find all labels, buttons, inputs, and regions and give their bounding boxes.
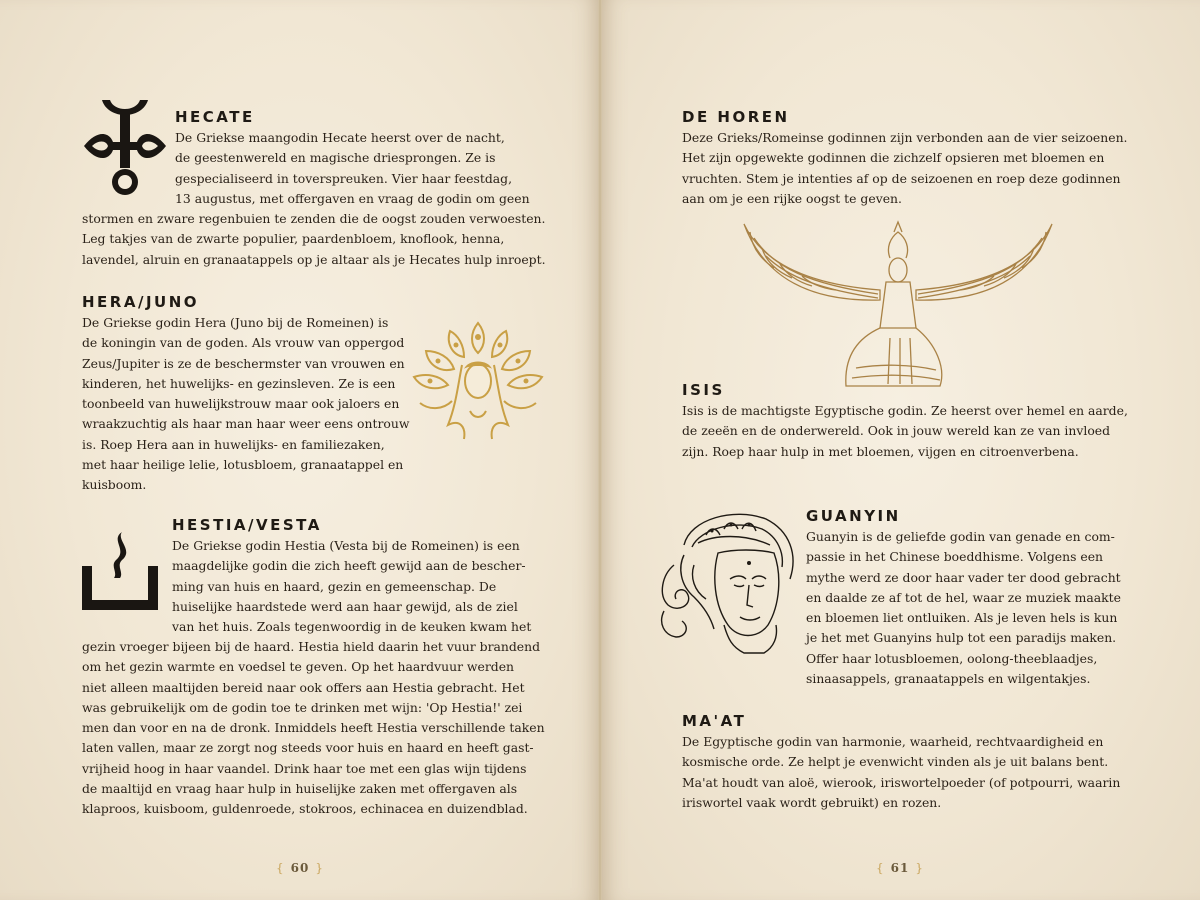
hecate-line: lavendel, alruin en granaatappels op je altaar als je Hecates hulp inroept. [82, 251, 546, 267]
hestia-line: vrijheid hoog in haar vaandel. Drink haar toe met een glas wijn tijdens [82, 760, 527, 776]
hestia-line: huiselijke haardstede werd aan haar gewijd, als de ziel [172, 598, 518, 614]
hestia-line: was gebruikelijk om de godin toe te drinken met wijn: 'Op Hestia!' zei [82, 699, 523, 715]
maat-line: kosmische orde. Ze helpt je evenwicht vinden als je uit balans bent. [682, 754, 1109, 770]
hecate-line: De Griekse maangodin Hecate heerst over de nacht, [175, 130, 505, 145]
hestia-line: de maaltijd en vraag haar hulp in huiselijke zaken met offergaven als [82, 781, 518, 797]
guanyin-line: passie in het Chinese boeddhisme. Volgens een [806, 549, 1104, 565]
winged-isis-illustration [740, 218, 1056, 394]
guanyin-line: sinaasappels, granaatappels en wilgentakjes. [806, 671, 1091, 687]
maat-text [682, 732, 1120, 813]
hera-line: de koningin van de goden. Als vrouw van oppergod [82, 335, 405, 351]
isis-text [682, 401, 1128, 462]
hestia-text [172, 536, 531, 637]
hestia-line: klaproos, kuisboom, guldenroede, stokroos, echinacea en duizendblad. [82, 801, 528, 817]
hecate-text-wide [82, 209, 546, 270]
isis-line: zijn. Roep haar hulp in met bloemen, vijgen en citroenverbena. [682, 443, 1079, 459]
hera-line: kuisboom. [82, 477, 147, 493]
hera-line: toonbeeld van huwelijkstrouw maar ook jaloers en [82, 396, 400, 412]
right-page [600, 0, 1200, 900]
guanyin-text [806, 527, 1121, 689]
hecate-line: gespecialiseerd in toverspreuken. Vier haar feestdag, [175, 170, 513, 186]
horen-line: vruchten. Stem je intenties af op de seizoenen en roep deze godinnen [682, 170, 1121, 186]
guanyin-line: Offer haar lotusbloemen, oolong-theeblaadjes, [806, 650, 1098, 666]
hecate-line: Leg takjes van de zwarte populier, paardenbloem, knoflook, henna, [82, 231, 505, 247]
maat-line: iriswortel vaak wordt gebruikt) en rozen. [682, 794, 942, 810]
hecate-heading: HECATE [175, 108, 255, 126]
horen-line: Deze Grieks/Romeinse godinnen zijn verbonden aan de vier seizoenen. [682, 130, 1128, 145]
page-number-left: { 60 } [276, 861, 324, 875]
hera-line: is. Roep Hera aan in huwelijks- en familiezaken, [82, 436, 385, 452]
hera-line: Zeus/Jupiter is ze de beschermster van vrouwen en [82, 355, 405, 371]
isis-heading: ISIS [682, 381, 725, 399]
horen-text [682, 128, 1128, 209]
hestia-line: laten vallen, maar ze zorgt nog steeds voor huis en haard en heeft gast- [82, 740, 534, 756]
isis-line: Isis is de machtigste Egyptische godin. Ze heerst over hemel en aarde, [682, 403, 1128, 418]
horen-line: aan om je een rijke oogst te geven. [682, 190, 902, 206]
hestia-line: ming van huis en haard, gezin en gemeenschap. De [172, 578, 497, 594]
hera-line: met haar heilige lelie, lotusbloem, granaatappel en [82, 457, 404, 473]
hestia-line: men dan voor en na de dronk. Inmiddels heeft Hestia verschillende taken [82, 720, 545, 736]
hecate-text [175, 128, 530, 209]
hera-line: De Griekse godin Hera (Juno bij de Romeinen) is [82, 315, 389, 330]
guanyin-head-illustration [654, 505, 802, 657]
hestia-heading: HESTIA/VESTA [172, 516, 322, 534]
guanyin-line: Guanyin is de geliefde godin van genade en com- [806, 529, 1115, 544]
guanyin-line: en bloemen liet ontluiken. Als je leven hels is kun [806, 610, 1118, 626]
page-number-text: 60 [290, 861, 310, 875]
page-number-right: { 61 } [876, 861, 924, 875]
page-number-text: 61 [890, 861, 910, 875]
hestia-line: om het gezin warmte en voedsel te geven. Op het haardvuur werden [82, 659, 515, 675]
horen-line: Het zijn opgewekte godinnen die zichzelf opsieren met bloemen en [682, 150, 1105, 166]
isis-line: de zeeën en de onderwereld. Ook in jouw wereld kan ze van invloed [682, 423, 1111, 439]
hecate-line: de geestenwereld en magische driesprongen. Ze is [175, 150, 496, 166]
guanyin-line: en daalde ze af tot de hel, waar ze muziek maakte [806, 589, 1121, 605]
hecate-line: stormen en zware regenbuien te zenden die de oogst zouden verwoesten. [82, 211, 546, 226]
hestia-line: De Griekse godin Hestia (Vesta bij de Romeinen) is een [172, 538, 520, 553]
maat-line: De Egyptische godin van harmonie, waarheid, rechtvaardigheid en [682, 734, 1104, 749]
book-gutter [598, 0, 602, 900]
guanyin-heading: GUANYIN [806, 507, 901, 525]
hera-text [82, 313, 409, 496]
hestia-line: niet alleen maaltijden bereid naar ook offers aan Hestia gebracht. Het [82, 679, 525, 695]
hecate-line: 13 augustus, met offergaven en vraag de godin om geen [175, 190, 530, 206]
hestia-line: van het huis. Zoals tegenwoordig in de keuken kwam het [172, 619, 532, 635]
hera-heading: HERA/JUNO [82, 293, 200, 311]
maat-line: Ma'at houdt van aloë, wierook, iriswortelpoeder (of potpourri, waarin [682, 774, 1121, 790]
guanyin-line: mythe werd ze door haar vader ter dood gebracht [806, 569, 1121, 585]
hecate-wheel-icon [80, 98, 170, 198]
maat-heading: MA'AT [682, 712, 747, 730]
hestia-line: gezin vroeger bijeen bij de haard. Hestia hield daarin het vuur brandend [82, 639, 541, 654]
hestia-line: maagdelijke godin die zich heeft gewijd aan de bescher- [172, 558, 526, 574]
hearth-fire-icon [80, 530, 160, 612]
horen-heading: DE HOREN [682, 108, 790, 126]
hera-line: kinderen, het huwelijks- en gezinsleven. Ze is een [82, 375, 396, 391]
guanyin-line: je het met Guanyins hulp tot een paradijs maken. [806, 630, 1117, 646]
hera-line: wraakzuchtig als haar man haar weer eens ontrouw [82, 416, 410, 432]
hera-peacock-illustration [408, 315, 548, 445]
hestia-text-wide [82, 637, 545, 820]
